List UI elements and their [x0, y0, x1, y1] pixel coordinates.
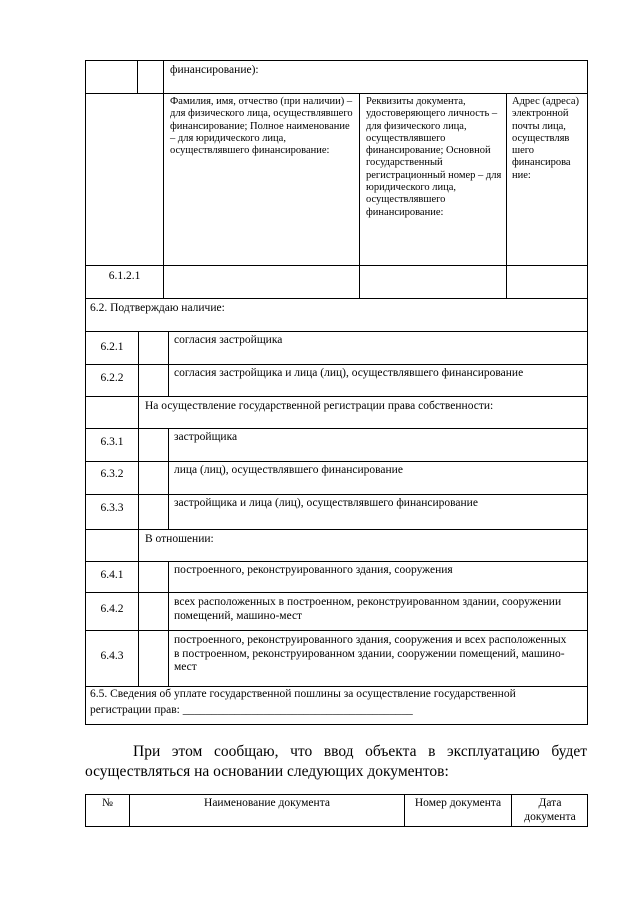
checkbox-6-4-3[interactable] [139, 631, 168, 686]
financing-row-number: 6.1.2.1 [108, 270, 141, 282]
item-number-6-3-1: 6.3.1 [100, 436, 124, 448]
item-text-6-4-2: всех расположенных в построенном, реконструированном здании, сооружении помещений, машино-мест [174, 596, 562, 622]
item-text-6-4-3: построенного, реконструированного здания, сооружения и всех расположенных в построенном, реконструированном здании, сооружении помещений, машино-мест [174, 634, 567, 673]
section-6-2-title: 6.2. Подтверждаю наличие: [90, 302, 225, 314]
item-number-6-2-1: 6.2.1 [100, 341, 124, 353]
item-number-6-2-2: 6.2.2 [100, 372, 124, 384]
item-text-6-2-1: согласия застройщика [174, 334, 283, 346]
item-number-6-3-3: 6.3.3 [100, 502, 124, 514]
documents-header-date: Дата документа [524, 797, 576, 823]
item-text-6-2-2: согласия застройщика и лица (лиц), осуществлявшего финансирование [174, 367, 524, 379]
commissioning-statement [85, 742, 587, 782]
item-text-6-3-1: застройщика [174, 431, 238, 443]
section-6-5-payment-field[interactable]: регистрации прав: ________________________________________ [90, 704, 413, 716]
item-text-6-4-1: построенного, реконструированного здания, сооружения [174, 564, 453, 576]
checkbox-6-4-2[interactable] [139, 593, 168, 630]
item-number-6-3-2: 6.3.2 [100, 468, 124, 480]
statement-line-1: При этом сообщаю, что ввод объекта в эксплуатацию будет [133, 743, 587, 760]
section-6-4-title: В отношении: [145, 533, 214, 545]
documents-header-number: № [102, 797, 113, 809]
financing-docs-input-cell[interactable] [360, 266, 506, 298]
financing-docs-column-header: Реквизиты документа, удостоверяющего личность – для физического лица, осуществлявшего финансирование; Основной государственный регистрационный номер – для юридического лица, осуществлявшего финансирование: [366, 96, 502, 218]
checkbox-6-3-3[interactable] [139, 495, 168, 529]
financing-email-column-header: Адрес (адреса) электронной почты лица, осуществляв шего финансирова ние: [512, 96, 579, 181]
item-number-6-4-1: 6.4.1 [100, 569, 124, 581]
item-text-6-3-2: лица (лиц), осуществлявшего финансирование [174, 464, 403, 476]
item-number-6-4-3: 6.4.3 [100, 650, 124, 662]
financing-email-input-cell[interactable] [507, 266, 587, 298]
documents-header-name: Наименование документа [204, 797, 330, 809]
checkbox-6-4-1[interactable] [139, 562, 168, 592]
financing-continuation-text: финансирование): [170, 64, 259, 76]
documents-header-doc-number: Номер документа [414, 797, 502, 809]
checkbox-6-3-2[interactable] [139, 462, 168, 494]
statement-line-2: осуществляться на основании следующих документов: [85, 763, 449, 780]
section-6-5-line-1: 6.5. Сведения об уплате государственной пошлины за осуществление государственной [90, 688, 516, 700]
item-text-6-3-3: застройщика и лица (лиц), осуществлявшего финансирование [174, 497, 478, 509]
checkbox-6-3-1[interactable] [139, 429, 168, 461]
checkbox-6-2-2[interactable] [139, 365, 168, 397]
checkbox-6-2-1[interactable] [139, 332, 168, 364]
section-6-3-title: На осуществление государственной регистрации права собственности: [145, 400, 494, 412]
financing-name-column-header: Фамилия, имя, отчество (при наличии) – для физического лица, осуществлявшего финансирование; Полное наименование – для юридического лица, осуществлявшего финансирование: [170, 96, 353, 157]
financing-name-input-cell[interactable] [164, 266, 359, 298]
item-number-6-4-2: 6.4.2 [100, 603, 124, 615]
